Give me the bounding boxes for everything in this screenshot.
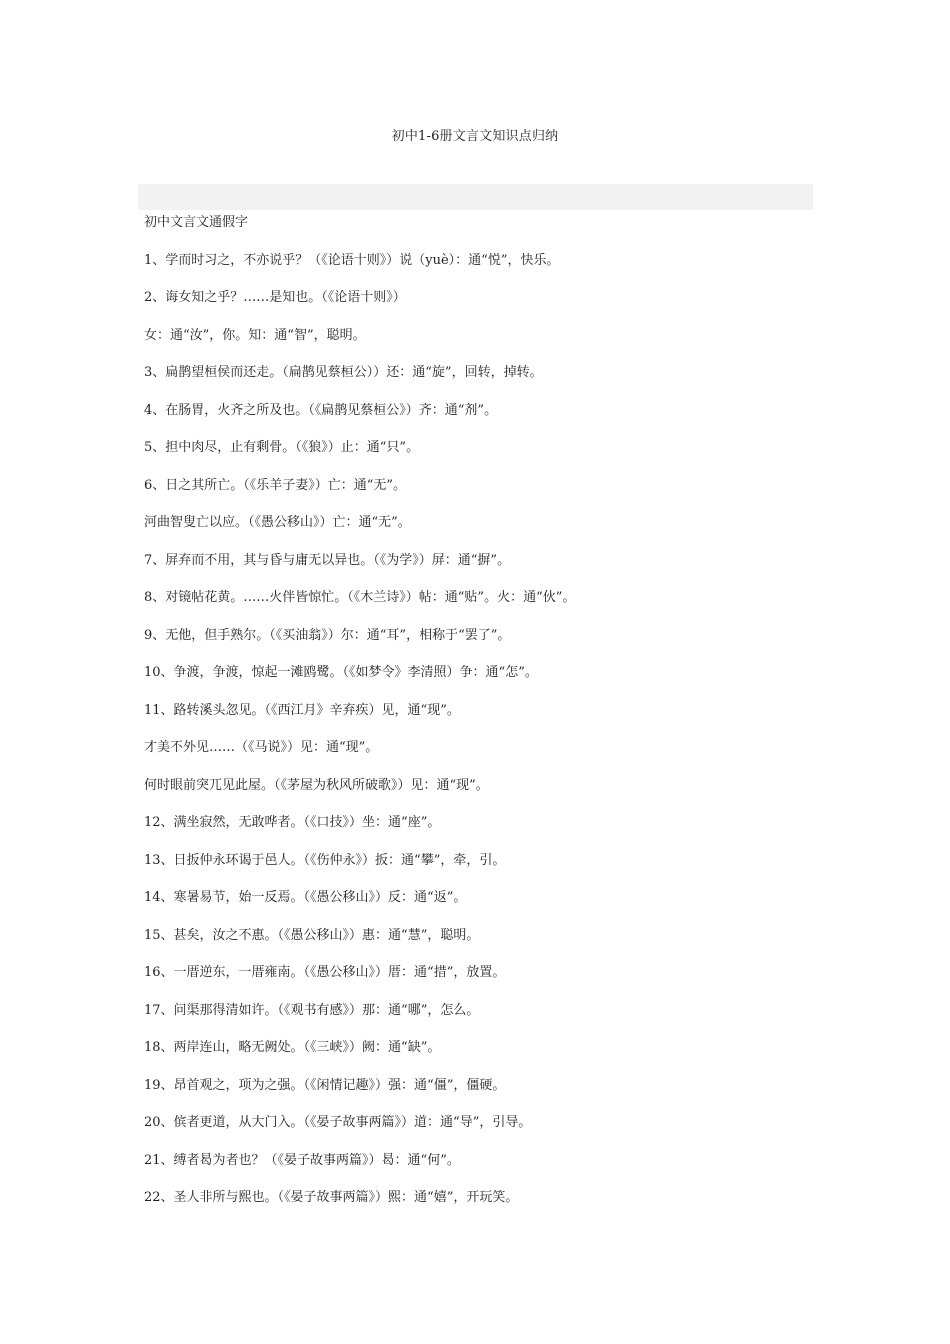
text-line: 16、一厝逆东，一厝雍南。（《愚公移山》）厝：通“措”，放置。 [144, 965, 506, 980]
text-line: 20、傧者更道，从大门入。（《晏子故事两篇》）道：通“导”，引导。 [144, 1115, 532, 1130]
section-heading: 初中文言文通假字 [144, 215, 249, 230]
text-line: 才美不外见……（《马说》）见：通“现”。 [144, 740, 379, 755]
text-line: 18、两岸连山，略无阙处。（《三峡》）阙：通“缺”。 [144, 1040, 441, 1055]
text-line: 8、对镜帖花黄。……火伴皆惊忙。（《木兰诗》）帖：通“贴”。火：通“伙”。 [144, 590, 576, 605]
text-line: 17、问渠那得清如许。（《观书有感》）那：通“哪”，怎么。 [144, 1002, 480, 1018]
text-line: 21、缚者曷为者也？（《晏子故事两篇》）曷：通“何”。 [144, 1152, 460, 1168]
shaded-separator-band [138, 184, 813, 210]
text-line: 14、寒暑易节，始一反焉。（《愚公移山》）反：通“返”。 [144, 890, 467, 905]
document-body [144, 214, 814, 1227]
text-line: 6、日之其所亡。（《乐羊子妻》）亡：通“无”。 [144, 477, 407, 493]
text-line: 何时眼前突兀见此屋。（《茅屋为秋风所破歌》）见：通“现”。 [144, 777, 489, 793]
text-line: 女：通“汝”，你。知：通“智”，聪明。 [144, 327, 366, 343]
text-line: 河曲智叟亡以应。（《愚公移山》）亡：通“无”。 [144, 515, 411, 530]
text-line: 22、圣人非所与熙也。（《晏子故事两篇》）熙：通“嬉”，开玩笑。 [144, 1190, 519, 1205]
text-line: 3、扁鹊望桓侯而还走。（扁鹊见蔡桓公））还：通“旋”，回转，掉转。 [144, 365, 543, 380]
text-line: 1、学而时习之，不亦说乎？（《论语十则》）说（yuè）：通“悦”，快乐。 [144, 252, 560, 268]
document-title: 初中1-6册文言文知识点归纳 [391, 129, 559, 144]
text-line: 19、昂首观之，项为之强。（《闲情记趣》）强：通“僵”，僵硬。 [144, 1077, 506, 1093]
text-line: 2、诲女知之乎？……是知也。（《论语十则》） [144, 290, 406, 305]
text-line: 12、满坐寂然，无敢哗者。（《口技》）坐：通“座”。 [144, 815, 441, 830]
text-line: 10、争渡，争渡，惊起一滩鸥鹭。（《如梦令》李清照）争：通“怎”。 [144, 665, 538, 680]
text-line: 5、担中肉尽，止有剩骨。（《狼》）止：通“只”。 [144, 440, 420, 455]
text-line: 4、在肠胃，火齐之所及也。（《扁鹊见蔡桓公》）齐：通“剂”。 [144, 402, 498, 418]
text-line: 7、屏弃而不用，其与昏与庸无以异也。（《为学》）屏：通“摒”。 [144, 552, 511, 568]
text-line: 11、路转溪头忽见。（《西江月》辛弃疾）见，通“现”。 [144, 702, 460, 718]
text-line: 9、无他，但手熟尔。（《买油翁》）尔：通“耳”，相称于“罢了”。 [144, 627, 511, 643]
text-line: 13、日扳仲永环谒于邑人。（《伤仲永》）扳：通“攀”，牵，引。 [144, 852, 506, 868]
text-line: 15、甚矣，汝之不惠。（《愚公移山》）惠：通“慧”，聪明。 [144, 927, 480, 943]
